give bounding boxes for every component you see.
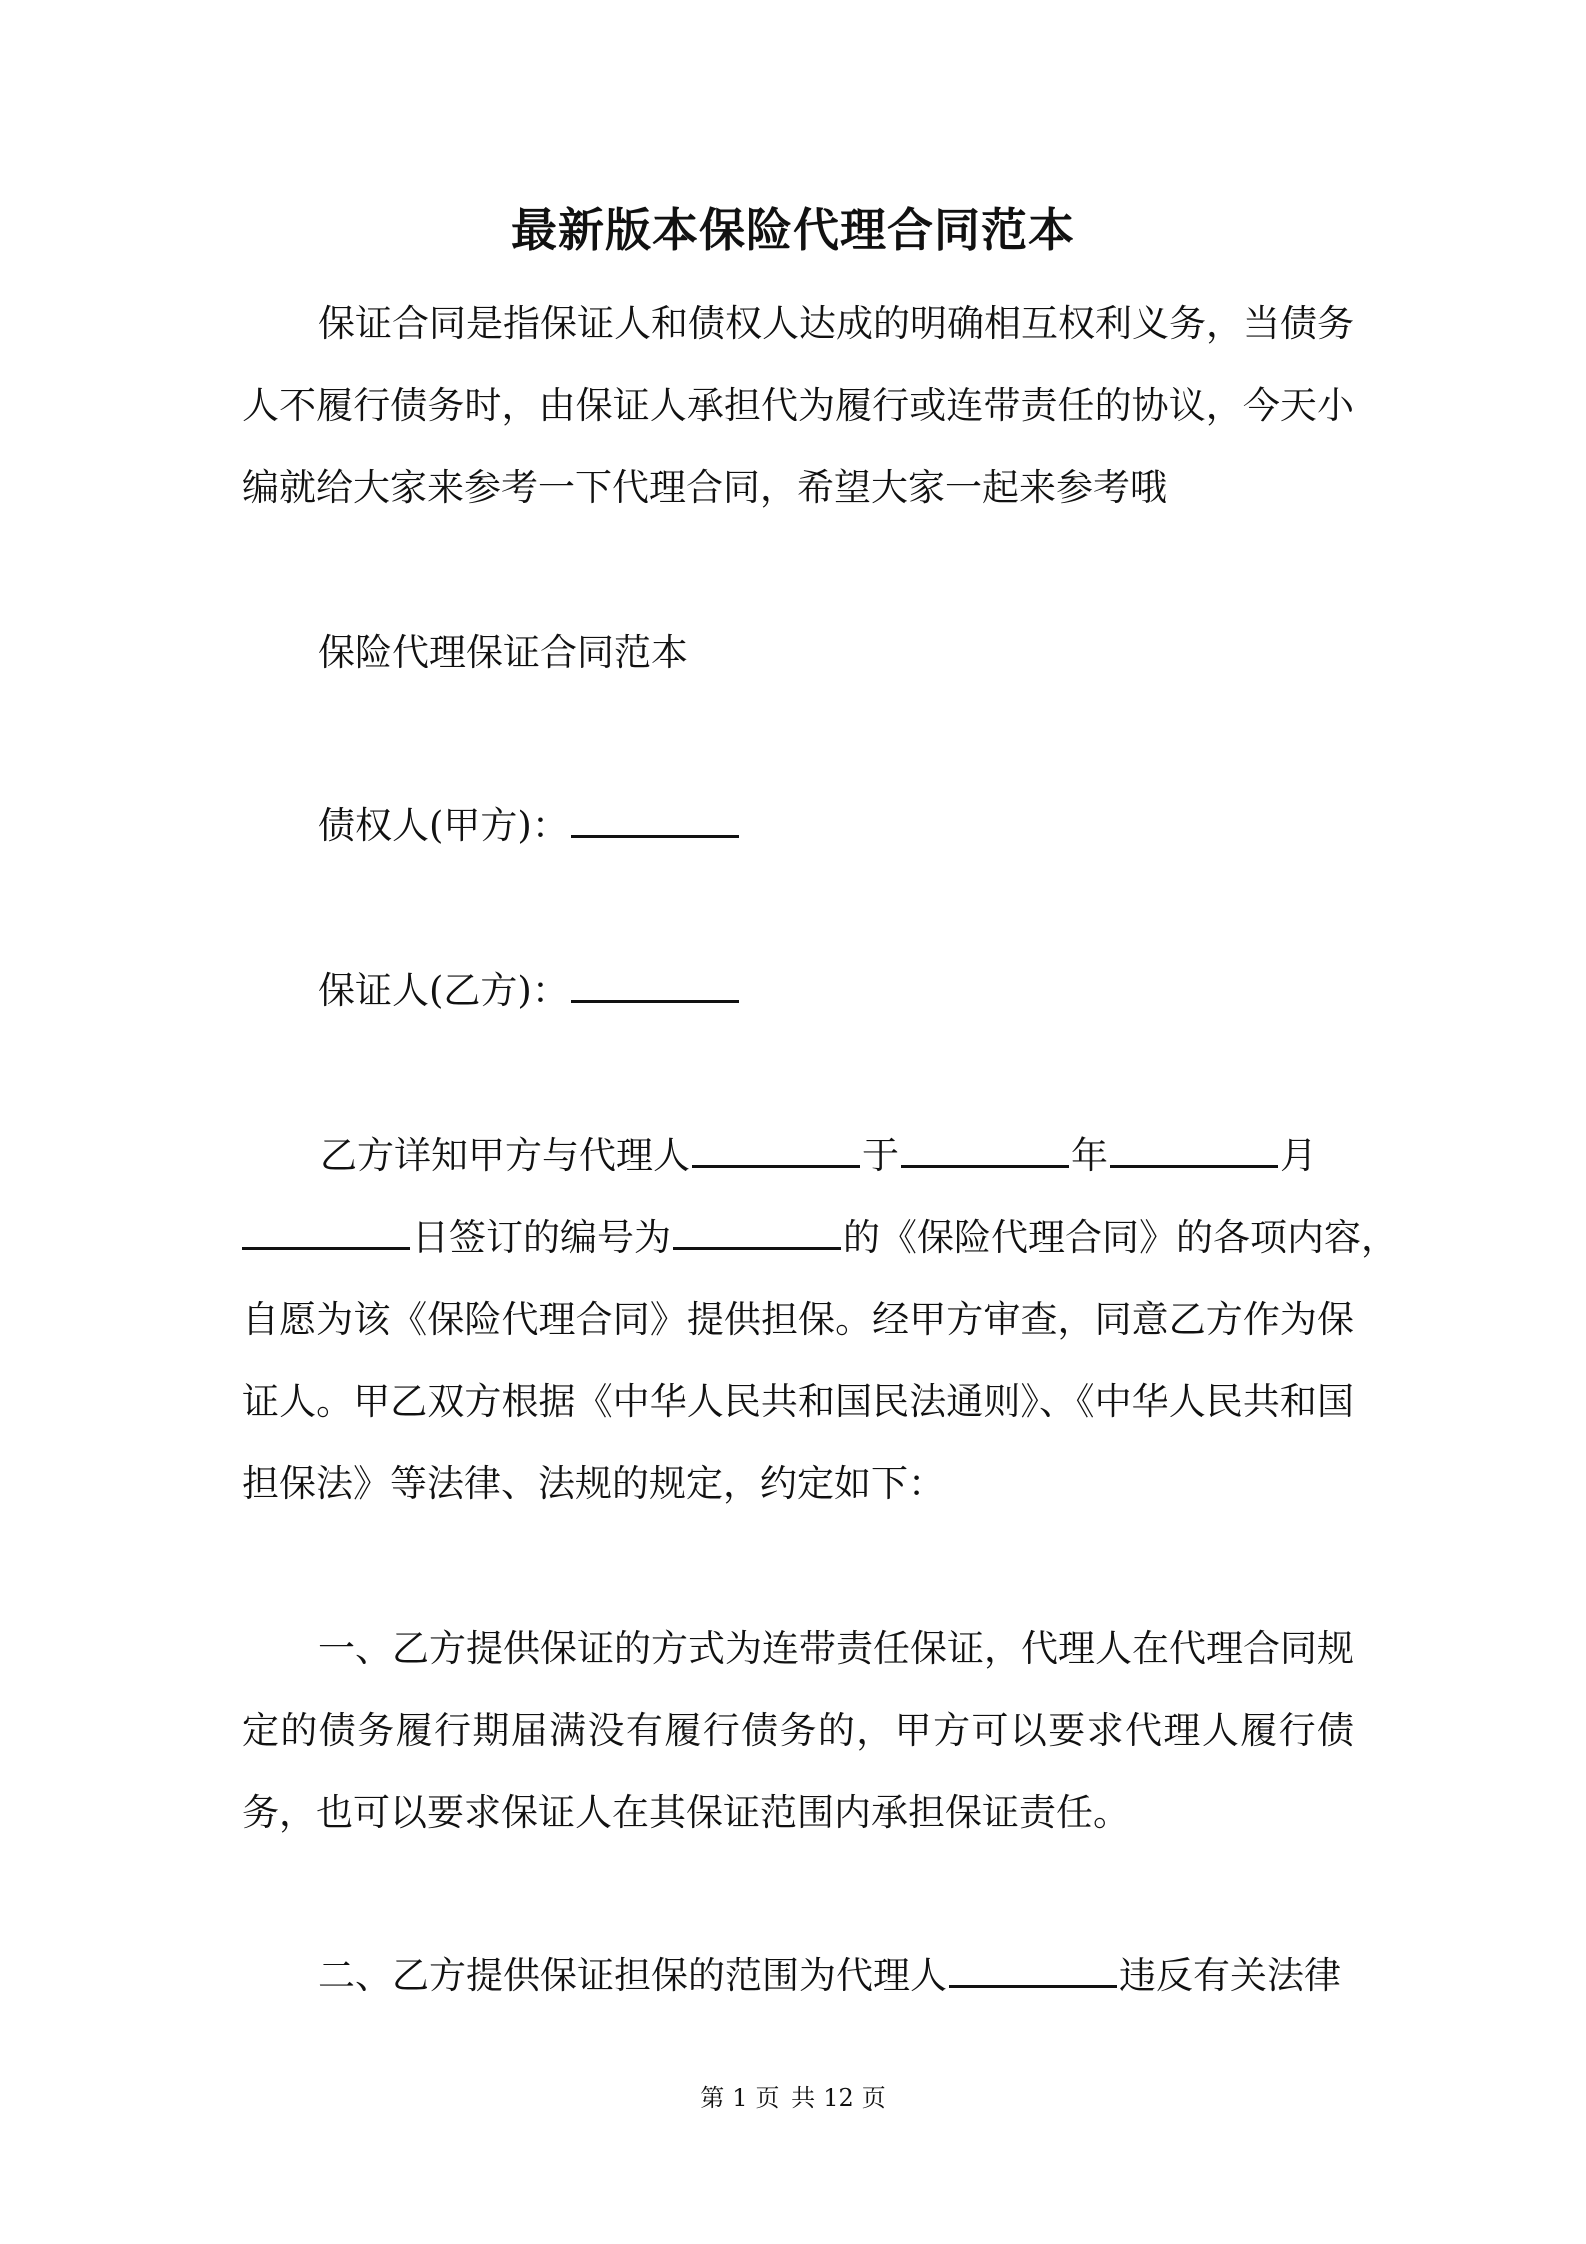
para1-text-3: 年 (1071, 1134, 1108, 1177)
clause-2-text-1: 二、乙方提供保证担保的范围为代理人 (318, 1954, 947, 1997)
guarantor-line (242, 950, 1354, 1032)
guarantor-label: 保证人(乙方)： (318, 969, 569, 1012)
para1-text-1: 乙方详知甲方与代理人 (320, 1134, 690, 1177)
contract-subtitle: 保险代理保证合同范本 (318, 631, 688, 674)
creditor-label: 债权人(甲方)： (318, 804, 569, 847)
footer-page-number: 1 (732, 2084, 748, 2112)
para1-text-2: 于 (862, 1134, 899, 1177)
para1-rest: 自愿为该《保险代理合同》提供担保。经甲方审查，同意乙方作为保证人。甲乙双方根据《中华人民共和国民法通则》、《中华人民共和国担保法》等法律、法规的规定，约定如下： (242, 1298, 1354, 1505)
day-blank (242, 1217, 410, 1250)
para1-line1 (242, 1115, 1354, 1197)
year-blank (901, 1135, 1069, 1168)
footer-suffix: 页 (861, 2084, 886, 2112)
clause-2-line (242, 1935, 1354, 2017)
creditor-blank (571, 805, 739, 838)
para1-text-6: 的《保险代理合同》的各项内容， (843, 1216, 1398, 1259)
number-blank (673, 1217, 841, 1250)
intro-paragraph: 保证合同是指保证人和债权人达成的明确相互权利义务，当债务人不履行债务时，由保证人承担代为履行或连带责任的协议，今天小编就给大家来参考一下代理合同，希望大家一起来参考哦 (242, 302, 1354, 509)
agent-blank (692, 1135, 860, 1168)
footer-prefix: 第 (700, 2084, 725, 2112)
para1-line2 (242, 1197, 1398, 1279)
page-footer (0, 2082, 1586, 2114)
creditor-line (242, 785, 1354, 867)
clause-2-text-2: 违反有关法律 (1119, 1954, 1341, 1997)
footer-total-pages: 12 (823, 2084, 854, 2112)
guarantor-blank (571, 970, 739, 1003)
month-blank (1110, 1135, 1278, 1168)
clause-1: 一、乙方提供保证的方式为连带责任保证，代理人在代理合同规定的债务履行期届满没有履行债务的，甲方可以要求代理人履行债务，也可以要求保证人在其保证范围内承担保证责任。 (242, 1627, 1354, 1834)
page-title: 最新版本保险代理合同范本 (511, 203, 1075, 257)
para1-text-5: 日签订的编号为 (412, 1216, 671, 1259)
footer-middle: 页 共 (755, 2084, 816, 2112)
para1-text-4: 月 (1280, 1134, 1317, 1177)
clause-2-blank (949, 1955, 1117, 1988)
